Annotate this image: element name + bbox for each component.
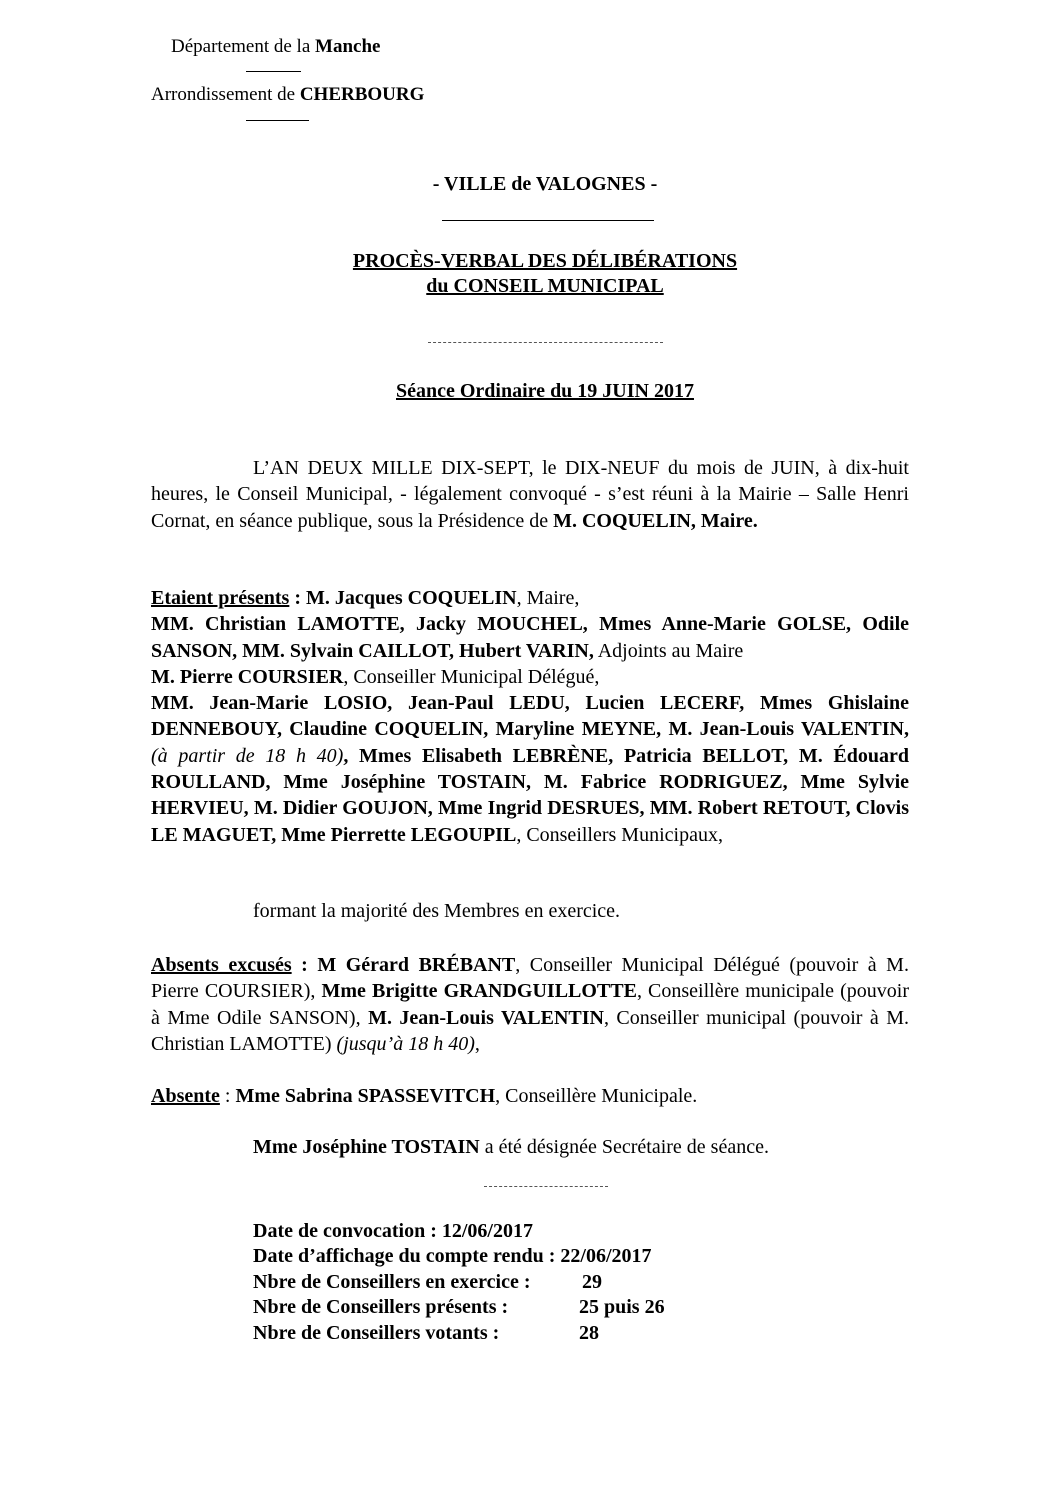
- presents-delegue: M. Pierre COURSIER: [151, 665, 344, 688]
- presents-maire: M. Jacques COQUELIN: [306, 587, 517, 609]
- title-dash-divider: [428, 342, 663, 343]
- arrondissement-divider: [246, 120, 309, 121]
- summary-row: [253, 1219, 533, 1244]
- absente-sep: :: [219, 1085, 236, 1107]
- intro-president: M. COQUELIN, Maire.: [553, 509, 758, 532]
- intro-paragraph: [151, 455, 909, 534]
- presents-conseillers-1: MM. Jean-Marie LOSIO, Jean-Paul LEDU, Lucien LECERF, Mmes Ghislaine DENNEBOUY, Claudine COQUELIN, Maryline MEYNE, M. Jean-Louis VALENTIN,: [151, 692, 909, 741]
- presents-adjoints-role: Adjoints au Maire: [593, 639, 744, 662]
- presents-sep: :: [289, 587, 306, 609]
- presents-conseillers-role: , Conseillers Municipaux,: [516, 823, 723, 846]
- pv-title-line2: du CONSEIL MUNICIPAL: [426, 275, 664, 297]
- presents-conseillers-2: , Mmes Elisabeth LEBRÈNE, Patricia BELLOT, M. Édouard ROULLAND, Mme Joséphine TOSTAIN, M. Fabrice RODRIGUEZ, Mme Sylvie HERVIEU, M. Didier GOUJON, Mme Ingrid DESRUES, MM. Robert RETOUT, Clovis LE MAGUET, Mme Pierrette LEGOUPIL: [151, 744, 909, 846]
- arrondissement-prefix: Arrondissement de: [151, 84, 300, 105]
- excuses-end: ,: [474, 1032, 480, 1055]
- arrondissement-name: CHERBOURG: [299, 84, 425, 105]
- summary-row: [253, 1295, 665, 1320]
- summary-label: Nbre de Conseillers votants :: [253, 1322, 500, 1344]
- presents-delegue-role: , Conseiller Municipal Délégué,: [343, 665, 600, 688]
- intro-text: L’AN DEUX MILLE DIX-SEPT, le DIX-NEUF du mois de JUIN, à dix-huit heures, le Conseil Municipal, - légalement convoqué - s’est réuni à la Mairie – Salle Henri Cornat, en séance publique, sous la Présidence de: [151, 457, 909, 532]
- presents-maire-role: , Maire,: [516, 587, 580, 609]
- summary-label: Date d’affichage du compte rendu : 22/06/2017: [253, 1245, 652, 1267]
- excuses-paragraph: [151, 952, 909, 1057]
- ville-title: - VILLE de VALOGNES -: [432, 173, 658, 195]
- departement-line: [171, 36, 380, 58]
- presents-adjoints: MM. Christian LAMOTTE, Jacky MOUCHEL, Mmes Anne-Marie GOLSE, Odile SANSON, MM. Sylvain CAILLOT, Hubert VARIN,: [151, 613, 909, 662]
- excuses-valentin-text: , Conseiller municipal (pouvoir à M. Christian LAMOTTE): [151, 1006, 909, 1055]
- summary-label: Nbre de Conseillers en exercice :: [253, 1271, 531, 1293]
- excuses-brebant: M Gérard BRÉBANT: [317, 954, 516, 976]
- presents-paragraph: [151, 585, 909, 848]
- excuses-valentin-note: (jusqu’à 18 h 40): [336, 1032, 475, 1055]
- summary-label: Nbre de Conseillers présents :: [253, 1296, 509, 1318]
- absente-name: Mme Sabrina SPASSEVITCH: [235, 1085, 496, 1107]
- presents-label: Etaient présents: [151, 587, 290, 609]
- summary-row: [253, 1244, 652, 1269]
- presents-valentin-note: (à partir de 18 h 40): [151, 744, 344, 767]
- summary-value: 28: [579, 1322, 599, 1344]
- pv-title-line1: PROCÈS-VERBAL DES DÉLIBÉRATIONS: [352, 250, 738, 272]
- excuses-brebant-text: , Conseiller Municipal Délégué (pouvoir à M. Pierre COURSIER),: [151, 954, 909, 1003]
- summary-value: 29: [582, 1271, 602, 1293]
- excuses-label: Absents excusés: [151, 954, 292, 976]
- secretaire-line: [253, 1136, 769, 1159]
- majorite-line: formant la majorité des Membres en exercice.: [253, 900, 621, 922]
- summary-row: [253, 1270, 602, 1295]
- arrondissement-line: [151, 84, 424, 106]
- summary-value: 25 puis 26: [579, 1296, 665, 1318]
- excuses-sep: :: [291, 954, 318, 976]
- summary-label: Date de convocation : 12/06/2017: [253, 1220, 533, 1242]
- ville-divider: [442, 220, 654, 221]
- seance-title: Séance Ordinaire du 19 JUIN 2017: [396, 380, 694, 402]
- departement-prefix: Département de la: [171, 36, 316, 57]
- absente-label: Absente: [151, 1085, 220, 1107]
- excuses-valentin: M. Jean-Louis VALENTIN: [368, 1006, 604, 1029]
- excuses-grandguillotte-text: , Conseillère municipale (pouvoir à Mme Odile SANSON),: [151, 980, 909, 1029]
- secretaire-text: a été désignée Secrétaire de séance.: [479, 1136, 769, 1158]
- departement-name: Manche: [315, 36, 381, 57]
- secretaire-dash-divider: [484, 1186, 608, 1187]
- departement-divider: [246, 71, 301, 72]
- summary-row: [253, 1321, 599, 1346]
- absente-paragraph: [151, 1083, 909, 1109]
- absente-role: , Conseillère Municipale.: [495, 1085, 698, 1107]
- secretaire-name: Mme Joséphine TOSTAIN: [253, 1136, 480, 1158]
- excuses-grandguillotte: Mme Brigitte GRANDGUILLOTTE: [321, 980, 637, 1003]
